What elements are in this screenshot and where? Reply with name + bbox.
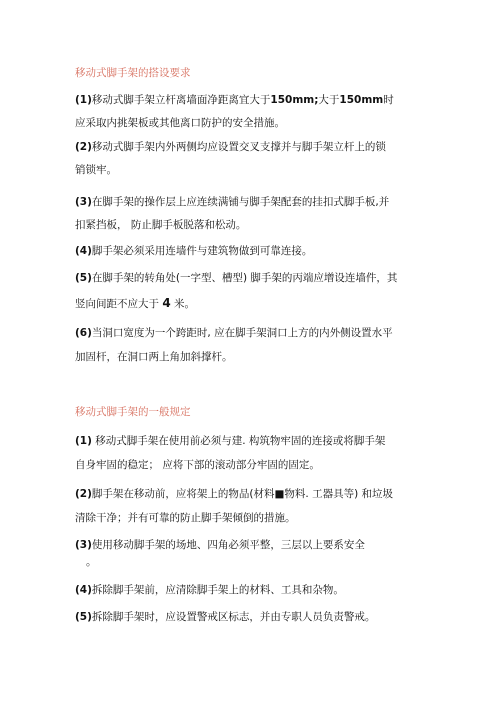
item-3-line-2: 扣紧挡板， 防止脚手板脱落和松动。 — [75, 219, 247, 231]
item-5-line-1 — [75, 271, 397, 285]
item-5-line-2 — [75, 296, 195, 311]
rule-2-line-1 — [75, 487, 393, 501]
item-text: 竖向间距不应大于 — [75, 298, 159, 310]
item-number: (4) — [75, 245, 92, 257]
item-number: (5) — [75, 272, 92, 284]
item-number: (1) — [75, 435, 92, 447]
rule-2-line-2: 清除干净；并有可靠的防止脚手架倾倒的措施。 — [75, 512, 296, 524]
item-text: 使用移动脚手架的场地、四角必须平整，三层以上要系安全 — [91, 539, 365, 551]
item-text: 在脚手架的操作层上应连续满铺与脚手架配套的挂扣式脚手板,并 — [91, 196, 390, 208]
item-3-line-1 — [75, 195, 389, 209]
item-2-line-1 — [75, 140, 386, 154]
item-text: 当洞口宽度为一个跨距时, 应在脚手架洞口上方的内外侧设置水平 — [91, 327, 393, 339]
item-value: 4 — [162, 296, 171, 310]
item-value: 150mm; — [270, 94, 319, 106]
rule-5-line-1 — [75, 610, 375, 624]
item-value: 150mm — [339, 94, 384, 106]
item-text: 大于 — [318, 94, 340, 106]
item-1-line-2: 应采取内挑架板或其他离口防护的安全措施。 — [75, 117, 285, 129]
rule-3-line-2: 。 — [86, 556, 97, 568]
item-number: (2) — [75, 488, 92, 500]
item-number: (2) — [75, 141, 92, 153]
rule-4-line-1 — [75, 583, 344, 597]
item-4-line-1 — [75, 244, 312, 258]
item-text: 移动式脚手架内外两侧均应设置交叉支撑并与脚手架立杆上的锁 — [91, 141, 386, 153]
item-text: 脚手架必须采用连墙件与建筑物做到可靠连接。 — [91, 245, 313, 257]
item-text: 移动式脚手架在使用前必须与建. 构筑物牢固的连接或将脚手架 — [91, 435, 386, 447]
item-number: (4) — [75, 584, 92, 596]
item-1-line-1 — [75, 93, 394, 107]
item-text: 时 — [383, 94, 394, 106]
item-text: 米。 — [174, 298, 196, 310]
item-6-line-1 — [75, 326, 393, 340]
item-text: 移动式脚手架立杆离墙面净距离宜大于 — [91, 94, 271, 106]
item-text: 拆除脚手架时，应设置警戒区标志，并由专职人员负责警戒。 — [91, 611, 376, 623]
item-number: (3) — [75, 196, 92, 208]
item-number: (5) — [75, 611, 92, 623]
item-number: (1) — [75, 94, 92, 106]
item-text: 脚手架在移动前，应将架上的物品(材料■物料. 工器具等) 和垃圾 — [91, 488, 394, 500]
rule-1-line-2: 自身牢固的稳定； 应将下部的滚动部分牢固的固定。 — [75, 459, 320, 471]
item-number: (3) — [75, 539, 92, 551]
item-2-line-2: 销锁牢。 — [75, 164, 117, 176]
item-number: (6) — [75, 327, 92, 339]
section-title-setup-requirements: 移动式脚手架的搭设要求 — [75, 67, 191, 79]
item-text: 在脚手架的转角处(一字型、槽型) 脚手架的丙端应增设连墙件，其 — [91, 272, 398, 284]
item-6-line-2: 加固杆，在洞口两上角加斜撑杆。 — [75, 351, 233, 363]
rule-3-line-1 — [75, 538, 365, 552]
rule-1-line-1 — [75, 434, 385, 448]
item-text: 拆除脚手架前，应清除脚手架上的材料、工具和杂物。 — [91, 584, 344, 596]
section-title-general-rules: 移动式脚手架的一般规定 — [75, 406, 191, 418]
